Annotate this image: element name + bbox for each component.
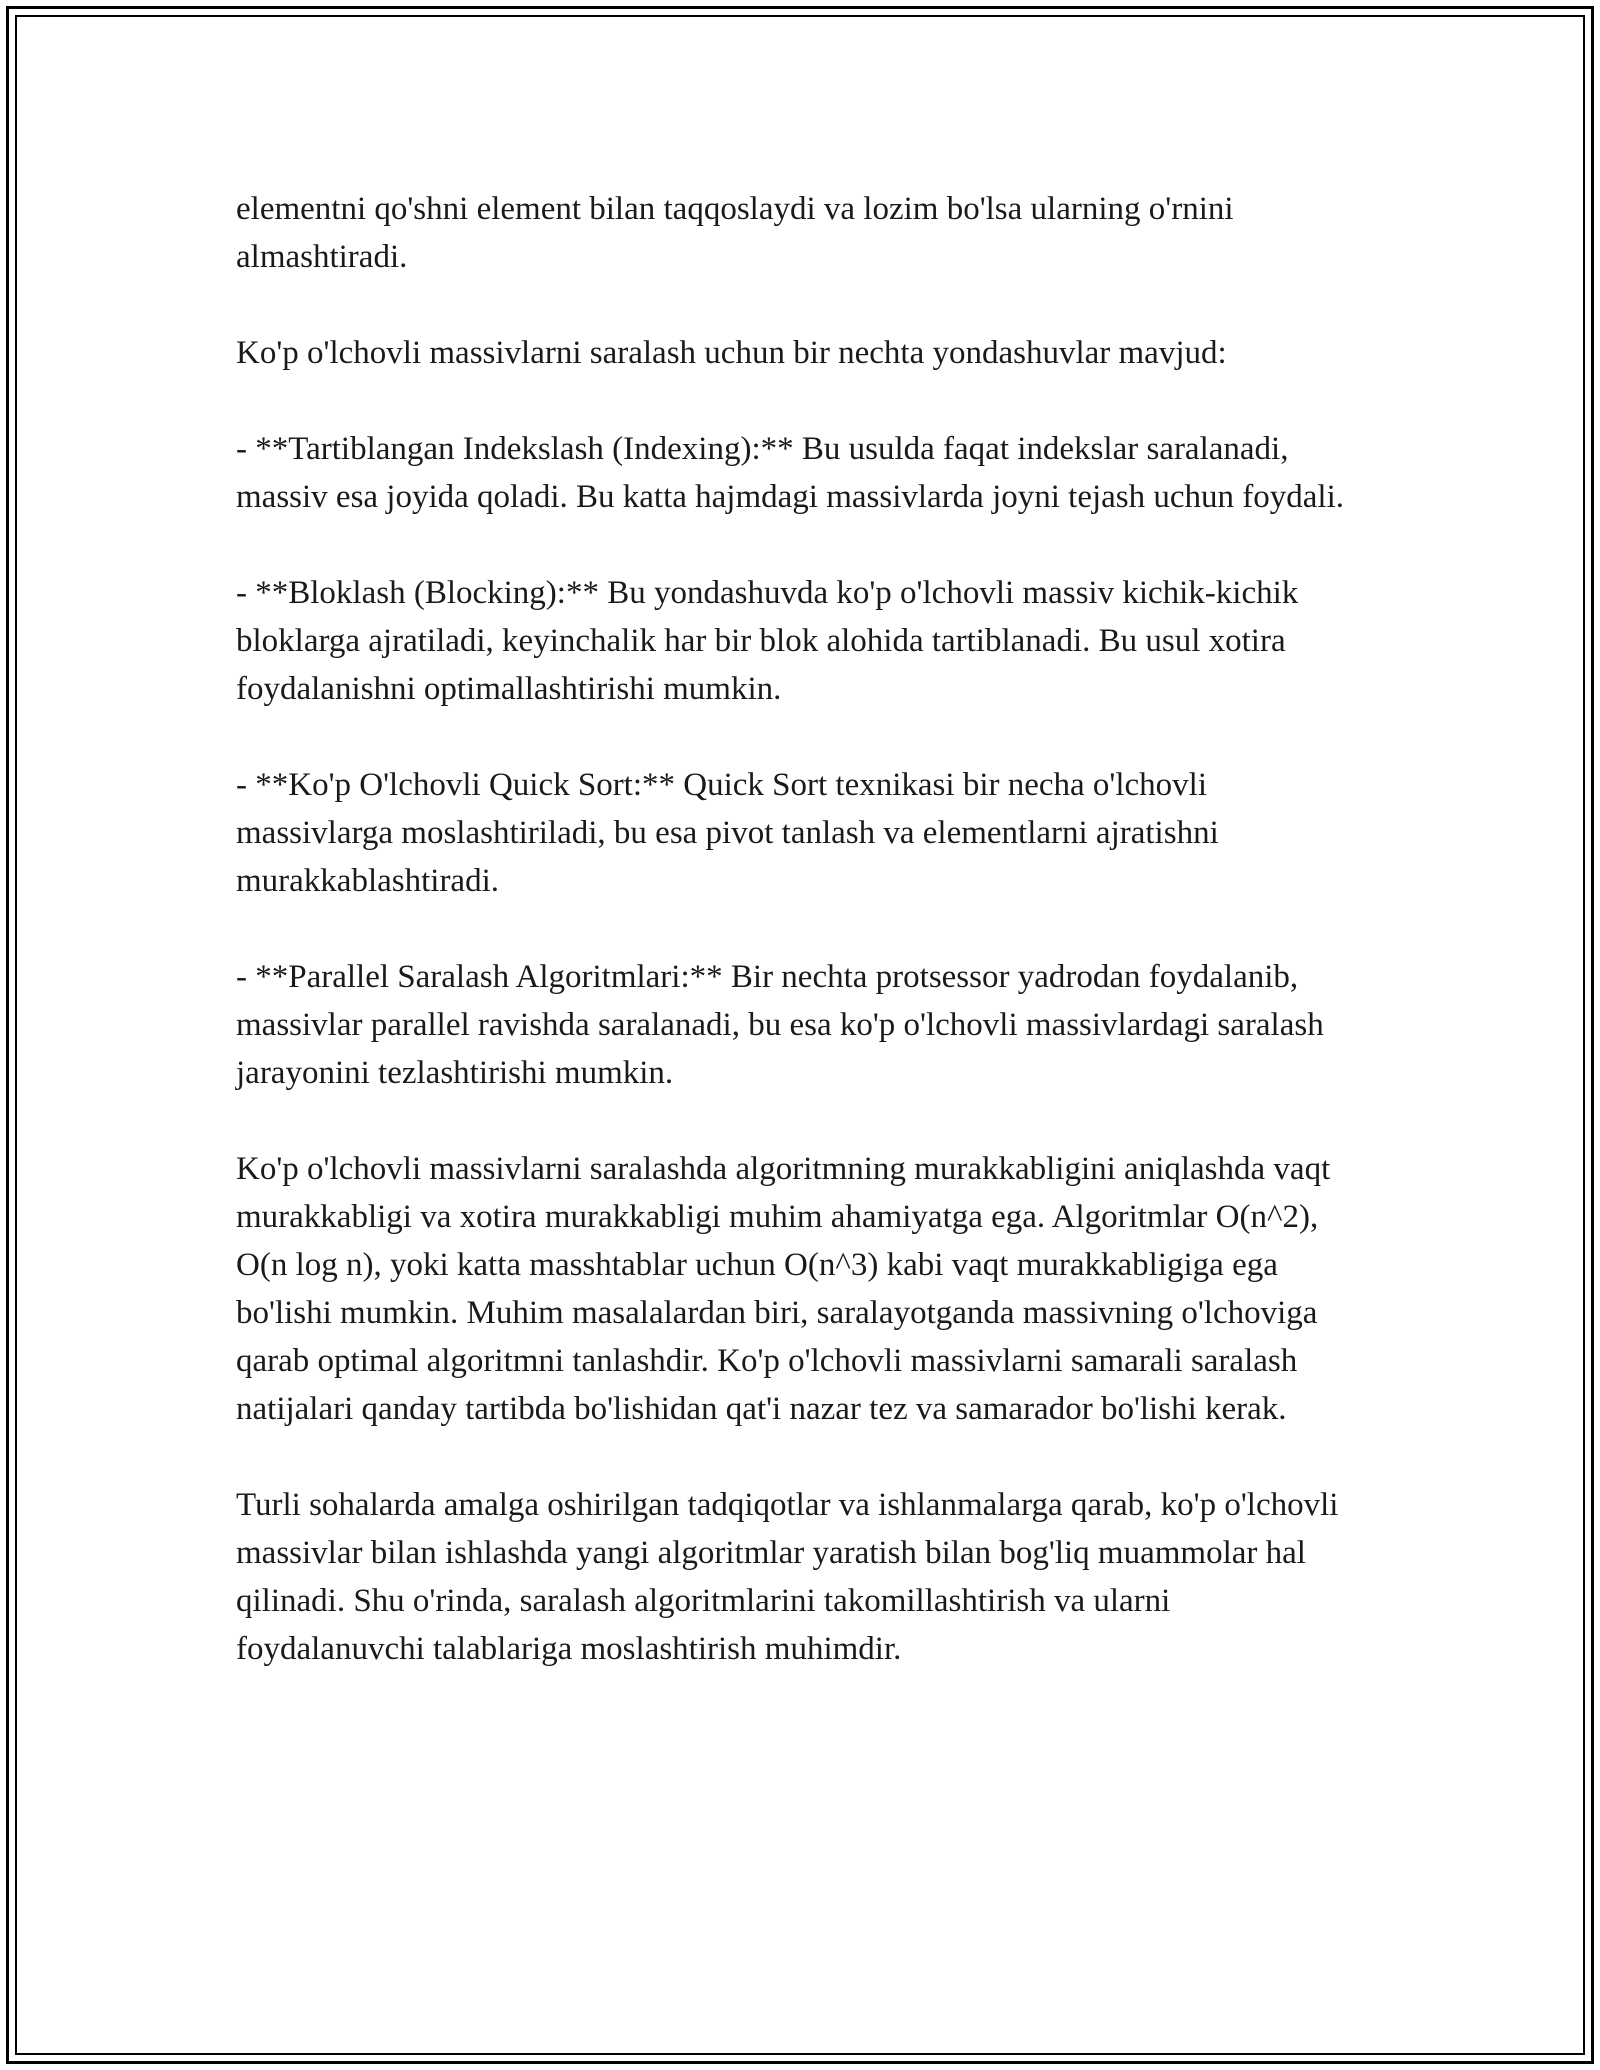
paragraph-research: Turli sohalarda amalga oshirilgan tadqiqotlar va ishlanmalarga qarab, ko'p o'lchovli massivlar bilan ishlashda yangi algoritmlar yaratish bilan bog'liq muammolar hal qilinadi. Shu o'rinda, saralash algoritmlarini takomillashtirish va ularni foydalanuvchi talablariga moslashtirish muhimdir. [236, 1487, 1339, 1667]
list-item-indexing: - **Tartiblangan Indekslash (Indexing):** Bu usulda faqat indekslar saralanadi, massiv esa joyida qoladi. Bu katta hajmdagi massivlarda joyni tejash uchun foydali. [236, 431, 1345, 515]
list-item-quick-sort: - **Ko'p O'lchovli Quick Sort:** Quick Sort texnikasi bir necha o'lchovli massivlarga moslashtiriladi, bu esa pivot tanlash va elementlarni ajratishni murakkablashtiradi. [236, 767, 1219, 899]
paragraph-continuation: elementni qo'shni element bilan taqqoslaydi va lozim bo'lsa ularning o'rnini almashtiradi. [236, 191, 1234, 275]
document-body [236, 185, 1356, 1721]
paragraph-complexity: Ko'p o'lchovli massivlarni saralashda algoritmning murakkabligini aniqlashda vaqt murakkabligi va xotira murakkabligi muhim ahamiyatga ega. Algoritmlar O(n^2), O(n log n), yoki katta masshtablar uchun O(n^3) kabi vaqt murakkabligiga ega bo'lishi mumkin. Muhim masalalardan biri, saralayotganda massivning o'lchoviga qarab optimal algoritmni tanlashdir. Ko'p o'lchovli massivlarni samarali saralash natijalari qanday tartibda bo'lishidan qat'i nazar tez va samarador bo'lishi kerak. [236, 1151, 1331, 1427]
paragraph-intro-approaches: Ko'p o'lchovli massivlarni saralash uchun bir nechta yondashuvlar mavjud: [236, 335, 1227, 371]
list-item-blocking: - **Bloklash (Blocking):** Bu yondashuvda ko'p o'lchovli massiv kichik-kichik bloklarga ajratiladi, keyinchalik har bir blok alohida tartiblanadi. Bu usul xotira foydalanishni optimallashtirishi mumkin. [236, 575, 1299, 707]
list-item-parallel-sorting: - **Parallel Saralash Algoritmlari:** Bir nechta protsessor yadrodan foydalanib, massivlar parallel ravishda saralanadi, bu esa ko'p o'lchovli massivlardagi saralash jarayonini tezlashtirishi mumkin. [236, 959, 1324, 1091]
